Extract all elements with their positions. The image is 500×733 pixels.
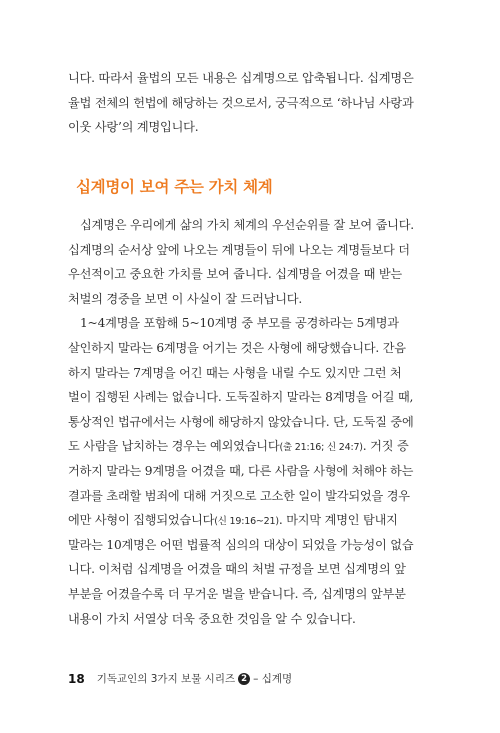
text-line: 살인하지 말라는 6계명을 어기는 것은 사형에 해당했습니다. 간음 xyxy=(68,340,406,355)
series-number-badge: 2 xyxy=(238,673,250,685)
page-footer xyxy=(68,671,292,686)
text-line: 1~4계명을 포함해 5~10계명 중 부모를 공경하라는 5계명과 xyxy=(80,316,399,331)
text-line: 처벌의 경중을 보면 이 사실이 잘 드러납니다. xyxy=(68,291,303,306)
text-line: 십계명의 순서상 앞에 나오는 계명들이 뒤에 나오는 계명들보다 더 xyxy=(68,242,410,257)
lead-paragraph xyxy=(68,66,428,140)
text-line: 통상적인 법규에서는 사형에 해당하지 않았습니다. 단, 도둑질 중에 xyxy=(68,414,414,429)
text-line: 말라는 10계명은 어떤 법률적 심의의 대상이 되었을 가능성이 없습 xyxy=(68,537,414,552)
text-line: 내용이 가치 서열상 더욱 중요한 것임을 알 수 있습니다. xyxy=(68,611,356,626)
text-line: 율법 전체의 헌법에 해당하는 것으로서, 궁극적으로 ‘하나님 사랑과 xyxy=(68,95,414,110)
book-subtitle: – 십계명 xyxy=(253,673,293,685)
text-line: 이웃 사랑’의 계명입니다. xyxy=(68,120,199,135)
line-text: . 거짓 증 xyxy=(362,439,409,454)
text-line: 결과를 초래할 범죄에 대해 거짓으로 고소한 일이 발각되었을 경우 xyxy=(68,488,410,503)
section-heading: 십계명이 보여 주는 가치 체계 xyxy=(76,178,273,196)
scripture-reference: (신 19:16~21) xyxy=(214,516,279,528)
page-number: 18 xyxy=(68,671,85,686)
body-text xyxy=(68,213,428,631)
series-title: 기독교인의 3가지 보물 시리즈 xyxy=(96,673,236,685)
line-text: 도 사람을 납치하는 경우는 예외였습니다 xyxy=(68,439,280,454)
scripture-reference: (출 21:16; 신 24:7) xyxy=(279,442,363,454)
text-line: 거하지 말라는 9계명을 어겼을 때, 다른 사람을 사형에 처해야 하는 xyxy=(68,463,414,478)
text-line: 니다. 따라서 율법의 모든 내용은 십계명으로 압축됩니다. 십계명은 xyxy=(68,71,414,85)
line-text: 에만 사형이 집행되었습니다 xyxy=(68,513,215,528)
text-line: 하지 말라는 7계명을 어긴 때는 사형을 내릴 수도 있지만 그런 처 xyxy=(68,365,402,380)
text-line: 니다. 이처럼 십계명을 어겼을 때의 처벌 규정을 보면 십계명의 앞 xyxy=(68,562,406,577)
text-line: 십계명은 우리에게 삶의 가치 체계의 우선순위를 잘 보여 줍니다. xyxy=(80,218,414,232)
text-line: 부분을 어겼을수록 더 무거운 벌을 받습니다. 즉, 십계명의 앞부분 xyxy=(68,586,406,601)
line-text: . 마지막 계명인 탐내지 xyxy=(278,513,398,528)
text-line: 우선적이고 중요한 가치를 보여 줍니다. 십계명을 어겼을 때 받는 xyxy=(68,267,402,282)
text-line: 벌이 집행된 사례는 없습니다. 도둑질하지 말라는 8계명을 어길 때, xyxy=(68,390,414,405)
text-line xyxy=(68,508,428,533)
text-line xyxy=(68,434,428,459)
